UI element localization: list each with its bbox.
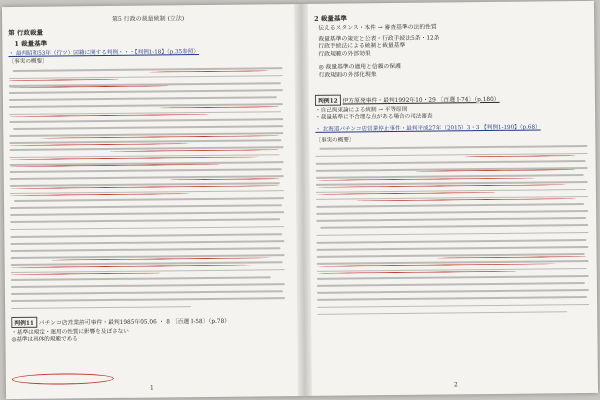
facts-label: 〔事実の概要〕 [8,58,48,66]
case-intro: ・ 最判昭和53年（行ツ）国籍に関する判例・・・【判例1-18】（p.35参照） [8,49,200,58]
page-header: 2 裁量基準 [314,14,347,23]
case-box-row [315,92,591,106]
book-gutter [294,4,312,396]
page-number: 2 [453,381,458,389]
note-1: ・自己拘束論による統制 → 平等原則 [315,106,408,114]
case-box-text: 伊方原発事件・最判1992年10・29 〔百選 I-74〕（p.180） [342,96,500,105]
document-spread [2,1,598,399]
red-circle-annotation [12,373,114,385]
subhead: ◎ 裁量基準の適用と信頼の保護 [318,64,401,72]
left-page [8,12,292,395]
list-item: 行政規範の外部効果 [318,51,371,58]
case-box-label: 判例12 [315,94,341,105]
case-box-row [11,314,291,328]
list-item: 行政手続法による統制と裁量基準 [318,43,406,50]
list-item: 裁量基準の策定と公表・行政手続法5条・12条 [318,35,440,43]
page-header: 第5 行政の裁量統制 (立法) [111,15,185,23]
subsection-title: 1 裁量基準 [14,39,48,48]
right-page [314,9,594,392]
body-text-block [315,142,593,317]
page-number: 1 [150,384,154,392]
footnote-2: ◎基準は具体的規範である [11,336,78,344]
note-2: ・裁量基準に不合理な点がある場合の司法審査 [315,113,433,121]
body-text-block [9,65,292,312]
facts-label: 〔事実の概要〕 [315,137,355,145]
case-box-text: パチンコ店営業許可事件・最判1985年05.06 ・ 8 〔百選 I-58〕（p.78） [38,318,231,327]
section-title: 第 行政裁量 [8,28,44,38]
footnote-1: ・基準は規定・運用の性質に影響を及ぼさない [11,328,129,336]
subhead-2: 行政規則の外部化現象 [318,72,377,79]
case-box-label: 判例11 [11,317,37,328]
list-item: 伝えるスタンス・本件 → 審査基準の法的性質 [318,24,437,32]
case-line-2: ・ 北海道パチンコ店営業停止事件・最判平成27年（2015）3・3 【判例1-190】（p.68） [315,124,541,133]
